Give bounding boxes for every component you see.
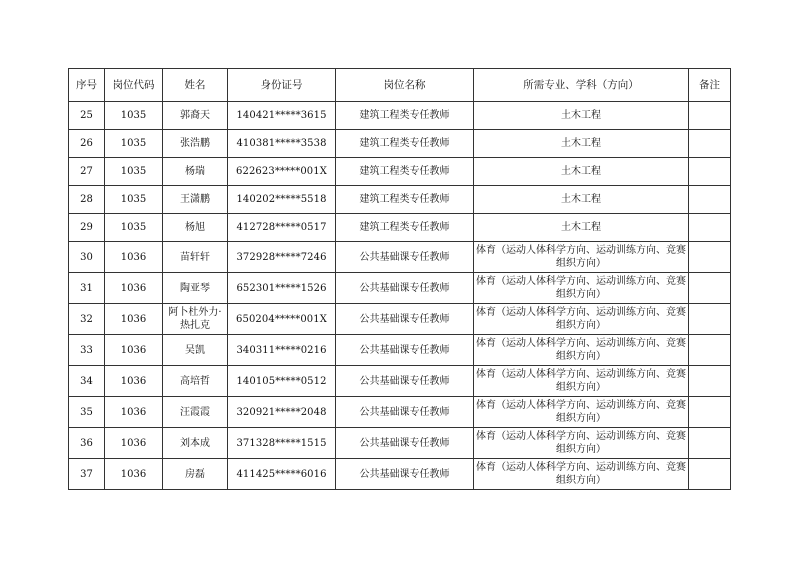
- cell-post-name: 公共基础课专任教师: [336, 428, 474, 459]
- cell-name: 房磊: [163, 459, 228, 490]
- cell-post-name: 建筑工程类专任教师: [336, 130, 474, 158]
- candidate-table: [68, 68, 731, 490]
- cell-post-code: 1036: [105, 366, 163, 397]
- cell-id-number: 652301*****1526: [228, 273, 336, 304]
- cell-post-name: 公共基础课专任教师: [336, 273, 474, 304]
- cell-seq: 31: [69, 273, 105, 304]
- header-major: 所需专业、学科（方向）: [474, 69, 689, 102]
- table-row: [69, 459, 731, 490]
- cell-major: 体育（运动人体科学方向、运动训练方向、竞赛组织方向）: [474, 335, 689, 366]
- cell-post-name: 建筑工程类专任教师: [336, 102, 474, 130]
- cell-post-name: 公共基础课专任教师: [336, 397, 474, 428]
- header-name: 姓名: [163, 69, 228, 102]
- cell-remark: [689, 428, 731, 459]
- cell-major: 体育（运动人体科学方向、运动训练方向、竞赛组织方向）: [474, 273, 689, 304]
- cell-post-code: 1036: [105, 397, 163, 428]
- cell-post-code: 1036: [105, 459, 163, 490]
- table-row: [69, 366, 731, 397]
- cell-seq: 30: [69, 242, 105, 273]
- header-post-name: 岗位名称: [336, 69, 474, 102]
- cell-post-code: 1035: [105, 102, 163, 130]
- cell-post-name: 公共基础课专任教师: [336, 366, 474, 397]
- cell-seq: 29: [69, 214, 105, 242]
- cell-seq: 26: [69, 130, 105, 158]
- cell-name: 陶亚琴: [163, 273, 228, 304]
- cell-seq: 25: [69, 102, 105, 130]
- cell-major: 土木工程: [474, 158, 689, 186]
- cell-id-number: 140105*****0512: [228, 366, 336, 397]
- cell-remark: [689, 459, 731, 490]
- cell-id-number: 650204*****001X: [228, 304, 336, 335]
- cell-major: 土木工程: [474, 214, 689, 242]
- header-seq: 序号: [69, 69, 105, 102]
- cell-name: 杨瑞: [163, 158, 228, 186]
- cell-post-name: 公共基础课专任教师: [336, 304, 474, 335]
- cell-id-number: 140421*****3615: [228, 102, 336, 130]
- cell-post-code: 1036: [105, 242, 163, 273]
- cell-remark: [689, 102, 731, 130]
- table-row: [69, 304, 731, 335]
- cell-id-number: 411425*****6016: [228, 459, 336, 490]
- table-row: [69, 158, 731, 186]
- cell-seq: 36: [69, 428, 105, 459]
- cell-remark: [689, 186, 731, 214]
- cell-remark: [689, 158, 731, 186]
- cell-remark: [689, 214, 731, 242]
- table-row: [69, 335, 731, 366]
- cell-seq: 37: [69, 459, 105, 490]
- cell-seq: 28: [69, 186, 105, 214]
- cell-major: 体育（运动人体科学方向、运动训练方向、竞赛组织方向）: [474, 366, 689, 397]
- cell-post-code: 1035: [105, 130, 163, 158]
- cell-post-code: 1036: [105, 304, 163, 335]
- cell-post-code: 1035: [105, 186, 163, 214]
- cell-post-name: 建筑工程类专任教师: [336, 158, 474, 186]
- cell-post-code: 1035: [105, 214, 163, 242]
- cell-id-number: 140202*****5518: [228, 186, 336, 214]
- cell-post-code: 1036: [105, 428, 163, 459]
- cell-remark: [689, 242, 731, 273]
- cell-major: 体育（运动人体科学方向、运动训练方向、竞赛组织方向）: [474, 304, 689, 335]
- cell-name: 杨旭: [163, 214, 228, 242]
- cell-id-number: 371328*****1515: [228, 428, 336, 459]
- cell-post-name: 公共基础课专任教师: [336, 335, 474, 366]
- cell-remark: [689, 397, 731, 428]
- cell-remark: [689, 304, 731, 335]
- cell-post-name: 公共基础课专任教师: [336, 459, 474, 490]
- cell-seq: 27: [69, 158, 105, 186]
- cell-name: 汪霞霞: [163, 397, 228, 428]
- cell-id-number: 412728*****0517: [228, 214, 336, 242]
- cell-name: 张浩鹏: [163, 130, 228, 158]
- cell-major: 土木工程: [474, 102, 689, 130]
- cell-id-number: 340311*****0216: [228, 335, 336, 366]
- cell-remark: [689, 130, 731, 158]
- cell-major: 土木工程: [474, 186, 689, 214]
- cell-id-number: 372928*****7246: [228, 242, 336, 273]
- cell-remark: [689, 273, 731, 304]
- table-row: [69, 130, 731, 158]
- cell-name: 郭裔天: [163, 102, 228, 130]
- cell-id-number: 320921*****2048: [228, 397, 336, 428]
- cell-post-name: 建筑工程类专任教师: [336, 186, 474, 214]
- table-row: [69, 102, 731, 130]
- table-row: [69, 186, 731, 214]
- cell-post-name: 建筑工程类专任教师: [336, 214, 474, 242]
- table-row: [69, 273, 731, 304]
- cell-seq: 33: [69, 335, 105, 366]
- cell-major: 体育（运动人体科学方向、运动训练方向、竞赛组织方向）: [474, 242, 689, 273]
- table-row: [69, 397, 731, 428]
- cell-id-number: 410381*****3538: [228, 130, 336, 158]
- cell-major: 体育（运动人体科学方向、运动训练方向、竞赛组织方向）: [474, 428, 689, 459]
- cell-remark: [689, 335, 731, 366]
- cell-remark: [689, 366, 731, 397]
- table-row: [69, 214, 731, 242]
- cell-name: 王潇鹏: [163, 186, 228, 214]
- cell-post-code: 1036: [105, 273, 163, 304]
- cell-id-number: 622623*****001X: [228, 158, 336, 186]
- header-id-number: 身份证号: [228, 69, 336, 102]
- cell-name: 阿卜杜外力·热扎克: [163, 304, 228, 335]
- table-row: [69, 242, 731, 273]
- cell-major: 体育（运动人体科学方向、运动训练方向、竞赛组织方向）: [474, 459, 689, 490]
- cell-major: 体育（运动人体科学方向、运动训练方向、竞赛组织方向）: [474, 397, 689, 428]
- cell-post-code: 1036: [105, 335, 163, 366]
- cell-seq: 32: [69, 304, 105, 335]
- table-header-row: [69, 69, 731, 102]
- cell-major: 土木工程: [474, 130, 689, 158]
- cell-seq: 34: [69, 366, 105, 397]
- cell-name: 刘本成: [163, 428, 228, 459]
- cell-post-name: 公共基础课专任教师: [336, 242, 474, 273]
- table-row: [69, 428, 731, 459]
- cell-name: 高培哲: [163, 366, 228, 397]
- cell-seq: 35: [69, 397, 105, 428]
- cell-post-code: 1035: [105, 158, 163, 186]
- cell-name: 吴凯: [163, 335, 228, 366]
- header-post-code: 岗位代码: [105, 69, 163, 102]
- header-remark: 备注: [689, 69, 731, 102]
- cell-name: 苗轩轩: [163, 242, 228, 273]
